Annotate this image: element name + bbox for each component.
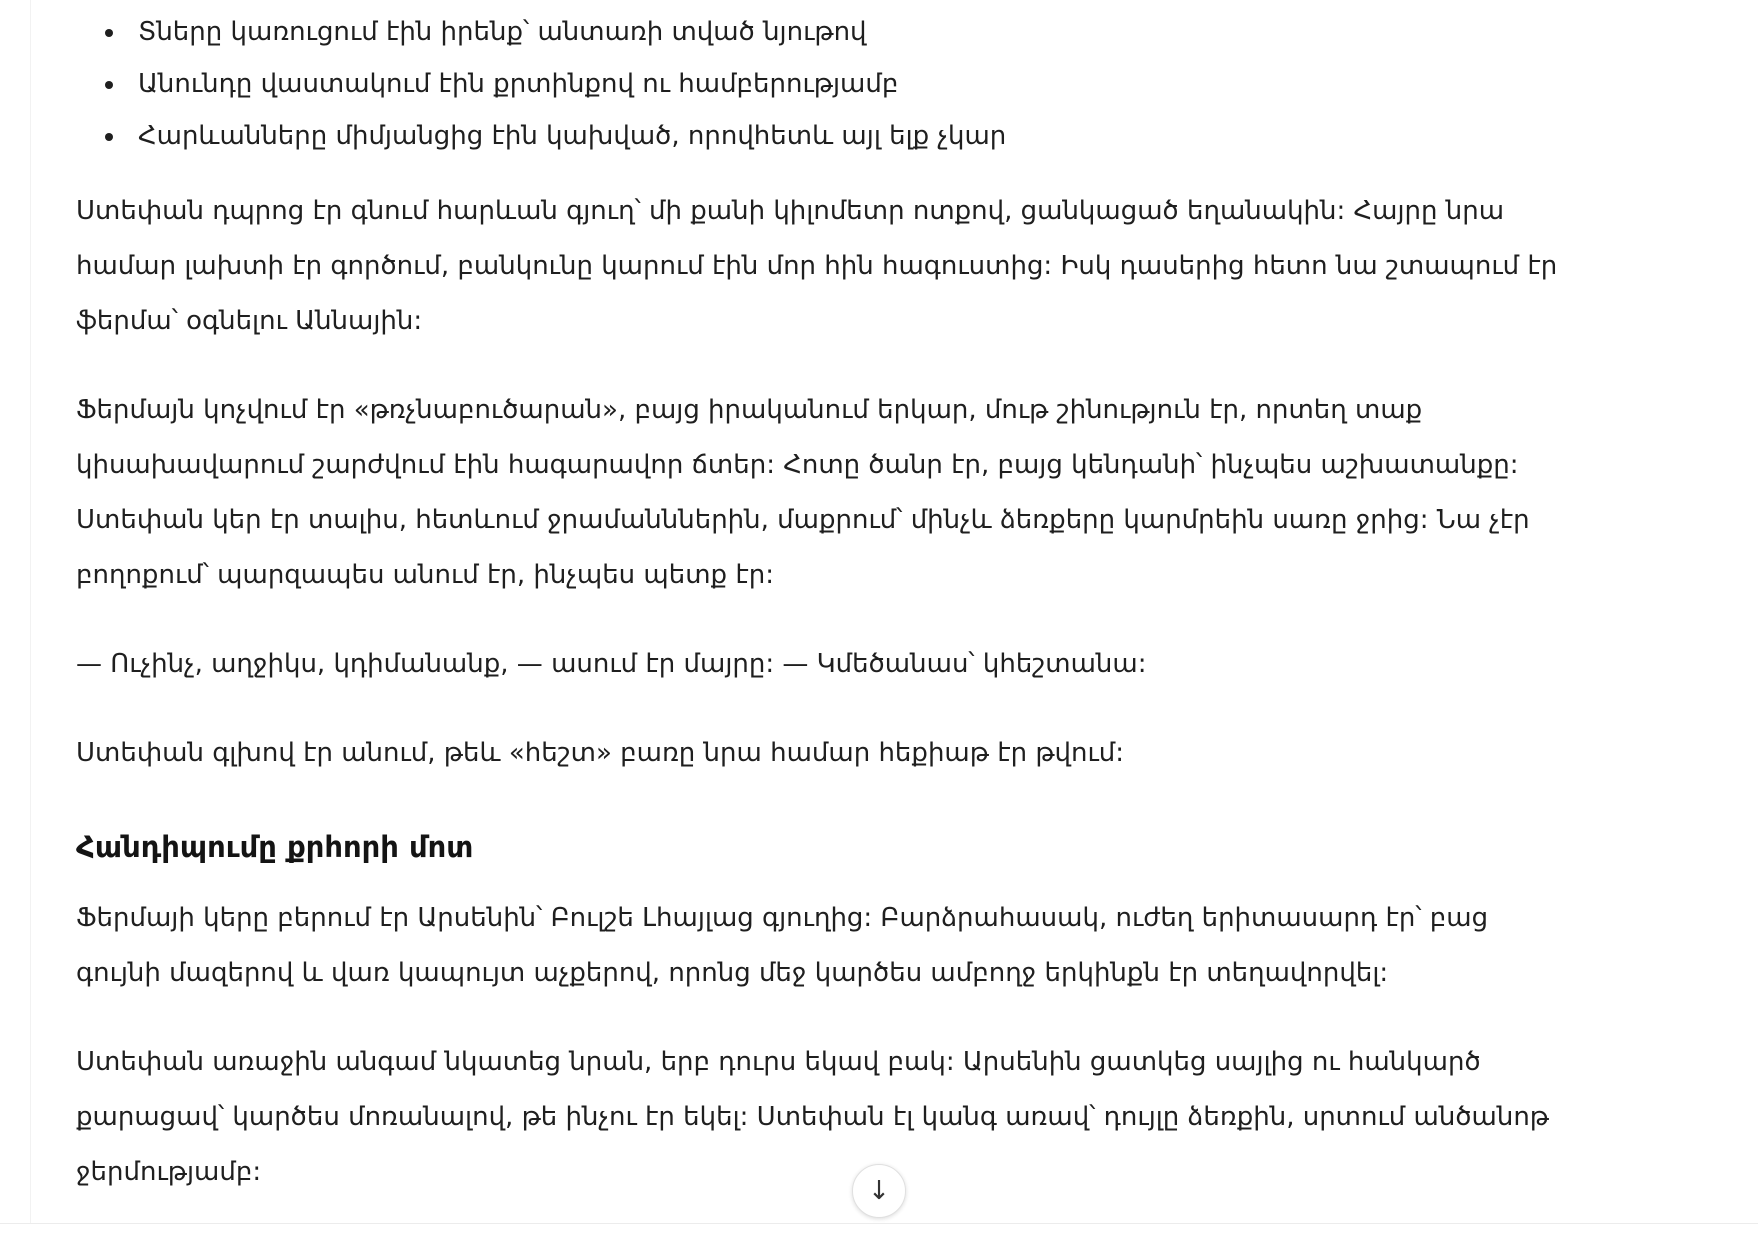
paragraph: Ֆերմայն կոչվում էր «թռչնաբուծարան», բայց իրականում երկար, մութ շինություն էր, որտեղ տաք կիսախավարում շարժվում էին հագարավոր ճտեր: Հոտը ծանր էր, բայց կենդանի՝ ինչպես աշխատանքը: Ստեփան կեր էր տալիս, հետևում ջրամանններին, մաքրում՝ մինչև ձեռքերը կարմրեին սառը ջրից: Նա չէր բողոքում՝ պարզապես անում էր, ինչպես պետք էր: [76,395,1530,590]
paragraph: Ստեփան դպրոց էր գնում հարևան գյուղ՝ մի քանի կիլոմետր ոտքով, ցանկացած եղանակին: Հայրը նրա համար լախտի էր գործում, բանկունը կարում էին մոր հին հագուստից: Իսկ դասերից հետո նա շտապում էր ֆերմա՝ օգնելու Աննային: [76,196,1558,336]
scroll-down-glyph: ↓ [868,1176,890,1206]
list-item: Տները կառուցում էին իրենք՝ անտառի տված նյութով [138,6,1576,58]
list-item: Հարևանները միմյանցից էին կախված, որովհետև այլ ելք չկար [138,110,1576,162]
paragraph: Ստեփան գլխով էր անում, թեև «հեշտ» բառը նրա համար հեքիաթ էր թվում: [76,738,1125,768]
bullet-list [76,6,1576,162]
paragraph: — Ուչինչ, աղջիկս, կդիմանանք, — ասում էր մայրը: — Կմեծանաս՝ կհեշտանա: [76,649,1147,679]
page-bottom-edge [0,1223,1758,1236]
document-content [76,0,1576,1200]
scroll-down-icon[interactable] [852,1164,906,1218]
page-left-rail [0,0,31,1236]
paragraph: Ստեփան առաջին անգամ նկատեց նրան, երբ դուրս եկավ բակ: Արսենին ցատկեց սայլից ու հանկարծ քարացավ՝ կարծես մոռանալով, թե ինչու էր եկել: Ստեփան էլ կանգ առավ՝ դույլը ձեռքին, սրտում անծանոթ ջերմությամբ: [76,1047,1549,1187]
paragraph: Ֆերմայի կերը բերում էր Արսենին՝ Բուլշե Լհայլաց գյուղից: Բարձրահասակ, ուժեղ երիտասարդ էր՝ բաց գույնի մազերով և վառ կապույտ աչքերով, որոնց մեջ կարծես ամբողջ երկինքն էր տեղավորվել: [76,903,1489,988]
section-heading: Հանդիպումը քրհորի մոտ [76,830,474,864]
list-item: Անունդը վաստակում էին քրտինքով ու համբերությամբ [138,58,1576,110]
